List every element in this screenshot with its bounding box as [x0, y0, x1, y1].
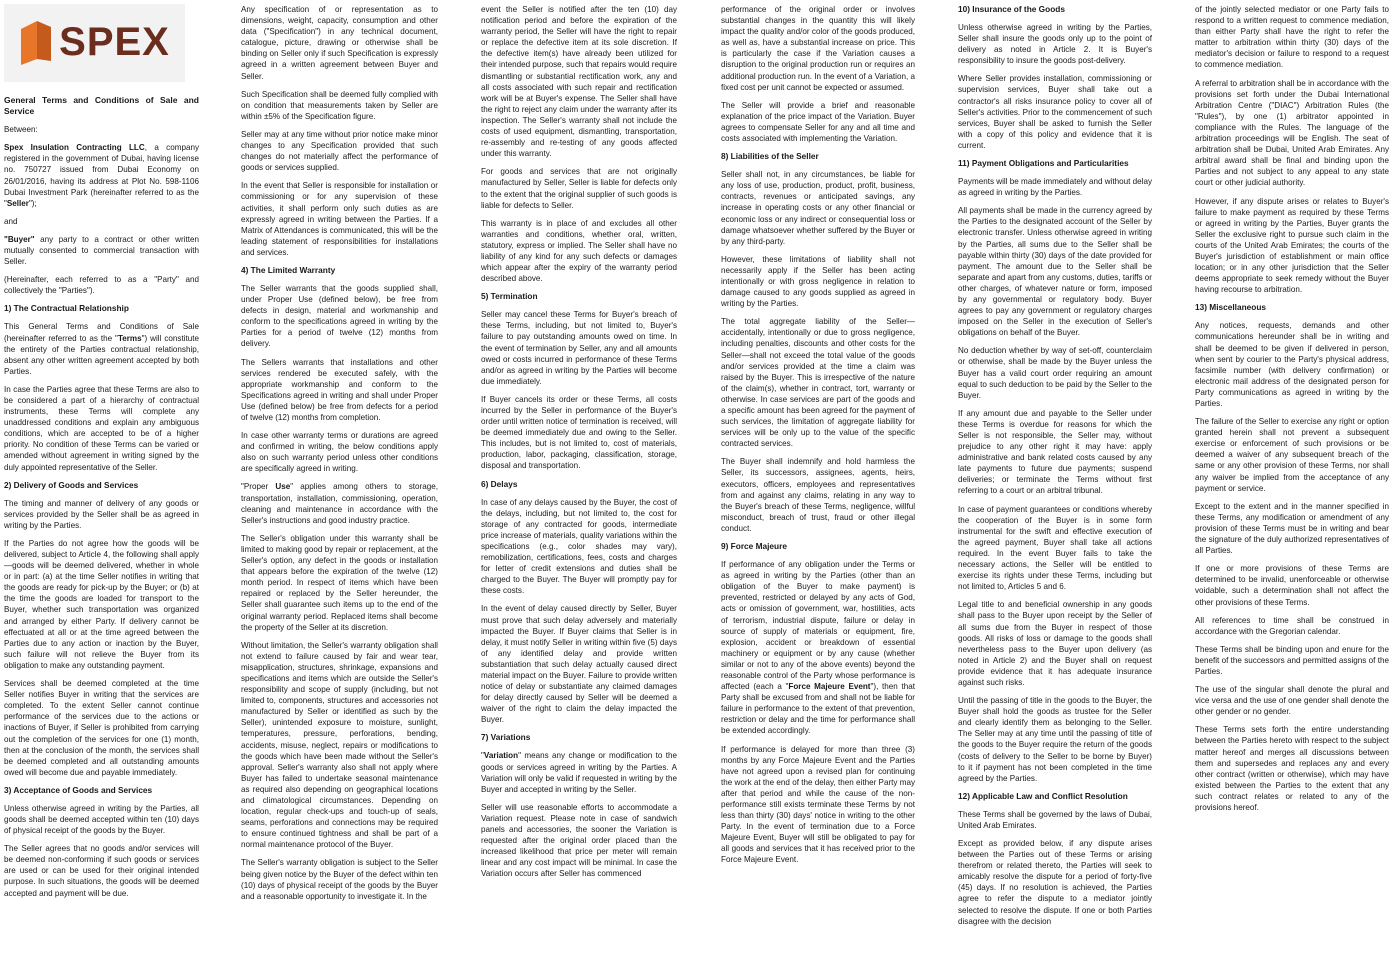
text-span: " applies among others to storage, transportation, installation, commissioning, operation, cleaning and maintenance in accordance with the Seller's instructions and good industry practice.	[241, 482, 438, 525]
force-majeure-term: Force Majeure Event	[788, 682, 871, 692]
paragraph: Legal title to and beneficial ownership in any goods shall pass to the Buyer upon receipt by the Seller of all sums due from the Buyer in respect of those goods. All risks of loss or damage to the goods shall nevertheless pass to the Buyer upon delivery (as noted in Article 2) and the Buyer shall on request provide evidence that it has adequate insurance against such risks.	[958, 600, 1152, 687]
section-heading-13: 13) Miscellaneous	[1195, 302, 1267, 313]
document-title: General Terms and Conditions of Sale and Service	[4, 95, 199, 117]
paragraph: The failure of the Seller to exercise any right or option granted herein shall not prevent a subsequent exercise or enforcement of such provisions or be deemed a waiver of any subsequent breach of the same or any other provision of these Terms, nor shall any waiver be implied from the acceptance of any payment or service.	[1195, 417, 1389, 493]
paragraph: The timing and manner of delivery of any goods or services provided by the Seller shall be as agreed in writing by the Parties.	[4, 498, 199, 530]
use-term: Use	[275, 482, 291, 492]
section-heading-12: 12) Applicable Law and Conflict Resolution	[958, 790, 1128, 801]
paragraph: However, if any dispute arises or relates to Buyer's failure to make payment as required by these Terms or agreed in writing by the Parties, Buyer grants the Seller the exclusive right to pursue such claim in the courts of the United Arab Emirates; the courts of the Buyer's jurisdiction of establishment or main office location; or in any other jurisdiction that the Seller deems appropriate to seek remedy without the Buyer having recourse to arbitration.	[1195, 196, 1389, 295]
paragraph: These Terms shall be governed by the laws of Dubai, United Arab Emirates.	[958, 809, 1152, 830]
column-1	[4, 4, 199, 970]
paragraph: Seller will use reasonable efforts to accommodate a Variation request. Please note in case of sandwich panels and accessories, the sooner the Variation is requested after the original order placed than the increased likelihood that price per meter will remain linear and any cost impact will be minimal. In case the Variation occurs after Seller has commenced	[481, 802, 677, 879]
paragraph: Seller shall not, in any circumstances, be liable for any loss of use, production, product, profit, business, contracts, revenues or anticipated savings, any increase in operating costs or any other financial or economic loss or any indirect or consequential loss or damage whatsoever whether suffered by the Buyer or by any third-party.	[721, 170, 915, 246]
party-seller-paragraph	[4, 142, 199, 209]
paragraph: If one or more provisions of these Terms are determined to be invalid, unenforceable or otherwise voidable, such a determination shall not affect the other provisions of these Terms.	[1195, 564, 1389, 607]
paragraph	[721, 559, 915, 737]
seller-description: , a company registered in the government of Dubai, having license no. 750727 issued from Dubai Economy on 26/01/2016, having its address at Plot No. 598-1106 Dubai Investment Park (hereinafter referred to as the "	[4, 143, 199, 208]
spex-logo-mark-icon	[19, 19, 53, 67]
section-heading-6: 6) Delays	[481, 478, 518, 489]
paragraph: All payments shall be made in the currency agreed by the Parties to the designated account of the Seller by electronic transfer. Unless otherwise agreed in writing by the Parties, all sums due to the Seller shall be payable within thirty (30) days of the date provided for payment. The amount due to the Seller shall be separate and apart from any customs, duties, tariffs or other charges, of whatever nature or form, imposed by any governmental or regulatory body. Buyer agrees to pay any government or regulatory charges imposed on the Seller in the execution of Seller's obligations on behalf of the Buyer.	[958, 206, 1152, 338]
text-span: If performance of any obligation under the Terms or as agreed in writing by the Parties (other than an obligation of the Buyer to make payment) is prevented, restricted or delayed by any acts of God, acts or omission of government, war, hostilities, acts of terrorism, industrial dispute, failure or delay in source of supply of materials or equipment, fire, explosion, accident or breakdown of essential machinery or equipment or by any cause (whether similar or not to any of the above events) beyond the reasonable control of the Party whose performance is affected (each a "	[721, 560, 915, 692]
paragraph: The Seller's warranty obligation is subject to the Seller being given notice by the Buyer of the defect within ten (10) days of physical receipt of the goods by the Buyer and a reasonable opportunity to investigate it. In the	[241, 858, 438, 901]
seller-term: Seller	[6, 198, 29, 208]
paragraph	[481, 750, 677, 794]
paragraph: The total aggregate liability of the Seller—accidentally, intentionally or due to gross negligence, including penalties, discounts and other costs for the Seller—shall not exceed the total value of the goods and/or services provided at the time a claim was raised by the Buyer. This is irrespective of the nature of the claim(s), whether in contract, tort, warranty or otherwise. In case services are part of the goods and a specific amount has been agreed for the payment of such services, the limitation of aggregate liability for services will be only up to the value of the specific contracted services.	[721, 317, 915, 449]
paragraph: No deduction whether by way of set-off, counterclaim or otherwise, shall be made by the Buyer unless the Buyer has a valid court order requiring an amount equal to such deduction to be paid by the Seller to the Buyer.	[958, 346, 1152, 400]
paragraph: Where Seller provides installation, commissioning or supervision services, Buyer shall take out a contractor's all risks insurance policy to cover all of Seller's activities. Prior to the commencement of such services, Buyer shall be asked to furnish the Seller with a copy of this policy and evidence that it is current.	[958, 74, 1152, 150]
section-heading-7: 7) Variations	[481, 732, 531, 743]
paragraph: Any notices, requests, demands and other communications hereunder shall be in writing and shall be deemed to be given if delivered in person, when sent by courier to the Party's physical address, facsimile number (with delivery confirmation) or electronic mail address of the designated person for Party communications as agreed in writing by the Parties.	[1195, 321, 1389, 408]
section-heading-1: 1) The Contractual Relationship	[4, 303, 129, 314]
paragraph: A referral to arbitration shall be in accordance with the provisions set forth under the Dubai International Arbitration Centre ("DIAC") Arbitration Rules (the "Rules"), by one (1) arbitrator appointed in compliance with the Rules. The language of the arbitration proceedings will be English. The seat of arbitration shall be Dubai, United Arab Emirates. Any arbitral award shall be final and binding upon the Parties and not subject to any appeal to any state court or other judicial authority.	[1195, 78, 1389, 188]
paragraph: If the Parties do not agree how the goods will be delivered, subject to Article 4, the following shall apply—goods will be deemed delivered, whether in whole or in part: (a) at the time Seller notifies in writing that the goods are ready for pick-up by the Buyer; or (b) at the time the goods are loaded for transport to the Buyer, whether such transportation was organized and arranged by either Party. If delivery cannot be effectuated at all or at the time agreed between the Parties due to any action or inaction by the Buyer, such failure will not relieve the Buyer from its obligation to make any outstanding payment.	[4, 538, 199, 670]
text-span: "	[481, 751, 484, 761]
paragraph: The Seller will provide a brief and reasonable explanation of the price impact of the Variation. Buyer agrees to compensate Seller for any and all time and costs associated with implementing the Variation.	[721, 100, 915, 144]
section-heading-10: 10) Insurance of the Goods	[958, 4, 1065, 14]
section-heading-3: 3) Acceptance of Goods and Services	[4, 784, 153, 795]
text-span: " means any change or modification to the goods or services agreed in writing by the Parties. A Variation will only be valid if requested in writing by the Buyer and accepted in writing by the Seller.	[481, 751, 677, 794]
paragraph: Unless otherwise agreed in writing by the Parties, all goods shall be deemed accepted within ten (10) days of physical receipt of the goods by the Buyer.	[4, 803, 199, 836]
section-heading-4: 4) The Limited Warranty	[241, 264, 336, 275]
paragraph: If any amount due and payable to the Seller under these Terms is overdue for reasons for which the Seller is not responsible, the Seller may, without prejudice to any other right it may have: apply administrative and bank related costs caused by any late payments to future due payments; suspend deliveries; or terminate the Terms without first referring to a court or an arbitral tribunal.	[958, 408, 1152, 496]
paragraph: In the event that Seller is responsible for installation or commissioning or for any supervision of these activities, it shall perform only such duties as are expressly agreed in writing between the Parties. If a Matrix of Attendances is communicated, this will be the leading statement of responsibilities for installations and services.	[241, 181, 438, 257]
paragraph: For goods and services that are not originally manufactured by Seller, Seller is liable for defects only to the extent that the original supplier of such goods is liable for defects to Seller.	[481, 167, 677, 210]
and-label: and	[4, 216, 18, 226]
seller-company-name: Spex Insulation Contracting LLC	[4, 143, 145, 153]
text-span: "Proper	[241, 482, 276, 492]
paragraph: performance of the original order or involves substantial changes in the quantity this will likely impact the quality and/or color of the goods produced, as well as, have a substantial increase on price. This is particularly the case if the Variation causes a disruption to the original production run or requires an additional production run. In the event of a Variation, a fixed cost per unit cannot be expected or assumed.	[721, 5, 915, 92]
paragraph: Services shall be deemed completed at the time Seller notifies Buyer in writing that the services are completed. To the extent Seller cannot continue performance of the services due to the actions or inactions of Buyer, if Seller is prohibited from carrying out the completion of the services for one (1) month, then at the conclusion of the month, the services shall be deemed completed and all outstanding amounts owed will become due and payable immediately.	[4, 679, 199, 777]
paragraph: Seller may cancel these Terms for Buyer's breach of these Terms, including, but not limited to, Buyer's failure to pay outstanding amounts owed on time. In the event of termination by Seller, any and all amounts owed or costs incurred in performance of these Terms and/or as agreed in writing by the Parties will become due immediately.	[481, 310, 677, 386]
text-span: ") will constitute the entirety of the Parties contractual relationship, absent any other written agreement accepted by both Parties.	[4, 333, 199, 376]
paragraph: Without limitation, the Seller's warranty obligation shall not extend to failure caused by fair and wear tear, misapplication, structures, shrinkage, expansions and specifications and items which are outside the Seller's responsibility and scope of supply (including, but not limited to, components, structures and accessories not manufactured by Seller or identified as such by the Seller), unintended exposure to moisture, sunlight, temperatures, pressure, perforations, bending, accidents, misuse, neglect, repairs or modifications to the goods which have been made without the Seller's approval. Seller's warranty also shall not apply where Buyer has failed to undertake seasonal maintenance as required also depending on geographical locations and climatological circumstances. Depending on location, regular check-ups and touch-up of seals, seams, perforations and connections may be required to ensure continued tightness and shall be part of a normal maintenance protocol of the Buyer.	[241, 640, 438, 850]
paragraph	[241, 481, 438, 525]
company-logo	[4, 4, 185, 82]
paragraph: All references to time shall be construed in accordance with the Gregorian calendar.	[1195, 615, 1389, 636]
column-3	[481, 4, 677, 970]
paragraph: If Buyer cancels its order or these Terms, all costs incurred by the Seller in performance of the Buyer's order until written notice of termination is received, will be deemed immediately due and owing to the Seller. This includes, but is not limited to, cost of materials, production, labor, packaging, classification, storage, disposal and transportation.	[481, 394, 677, 471]
seller-end: ");	[28, 198, 37, 208]
column-6	[1195, 4, 1389, 970]
variation-term: Variation	[483, 751, 519, 761]
paragraph: Except to the extent and in the manner specified in these Terms, any modification or amendment of any provision of these Terms must be in writing and bear the signature of the duly authorized representatives of all Parties.	[1195, 501, 1389, 556]
paragraph: The Sellers warrants that installations and other services rendered be executed safely, with the appropriate workmanship and conform to the Specifications agreed in writing and shall under Proper Use (defined below) be free from defects for a period of twelve (12) months from completion.	[241, 357, 438, 422]
paragraph: The use of the singular shall denote the plural and vice versa and the use of one gender shall denote the other gender or no gender.	[1195, 685, 1389, 717]
text-span: This General Terms and Conditions of Sale (hereinafter referred to as the "	[4, 322, 199, 343]
column-2	[241, 4, 438, 970]
buyer-term: "Buyer"	[4, 234, 35, 244]
parties-definition: (Hereinafter, each referred to as a "Party" and collectively the "Parties").	[4, 275, 199, 296]
paragraph: Any specification of or representation as to dimensions, weight, capacity, consumption and other data ("Specification") in any technical document, catalogue, picture, drawing or otherwise shall be binding on Seller only if such Specification is expressly agreed in a written agreement between Buyer and Seller.	[241, 5, 438, 81]
paragraph: Such Specification shall be deemed fully complied with on condition that measurements taken by Seller are within ±5% of the Specification figure.	[241, 89, 438, 121]
terms-term: Terms	[117, 333, 142, 343]
paragraph: If performance is delayed for more than three (3) months by any Force Majeure Event and the Parties have not agreed upon a revised plan for continuing the work at the end of the delay, then either Party may after that period and while the cause of the non-performance still exists terminate these Terms by not less than thirty (30) days' notice in writing to the other Party. In the event of termination due to a Force Majeure Event, Buyer will still be obligated to pay for all goods and services that it has received prior to the Force Majeure Event.	[721, 744, 915, 865]
paragraph: In case of payment guarantees or conditions whereby the cooperation of the Buyer is in some form instrumental for the swift and effective execution of the agreed payment, Buyer shall take all actions required. In the event Buyer fails to take the necessary actions, the Seller will be entitled to exercise its rights under these Terms, including but not limited to, Articles 5 and 6.	[958, 504, 1152, 592]
section-heading-8: 8) Liabilities of the Seller	[721, 151, 819, 162]
paragraph: Except as provided below, if any dispute arises between the Parties out of these Terms or arising therefrom or related thereto, the Parties will seek to amicably resolve the dispute for a period of forty-five (45) days. If no resolution is achieved, the Parties agree to refer the dispute to a mediator jointly selected to resolve the dispute. If one or both Parties disagree with the decision	[958, 839, 1152, 926]
column-5	[958, 4, 1152, 970]
paragraph: These Terms shall be binding upon and enure for the benefit of the successors and permitted assigns of the Parties.	[1195, 644, 1389, 676]
section-heading-2: 2) Delivery of Goods and Services	[4, 479, 139, 490]
column-4	[721, 4, 915, 970]
paragraph: event the Seller is notified after the ten (10) day notification period and before the expiration of the warranty period, the Seller will have the right to repair or replace the defective item at its sole discretion. If the defective item(s) have already been utilized for their intended purpose, such that repairs would require dismantling or substantial rectification work, any and all costs associated with such repair and rectification work will be at Buyer's expense. The Seller shall have the right to reject any claim under the warranty after its inspection. The Seller's warranty shall not include the costs of used equipment, dismantling, transportation, re-assembly and re-testing of any goods affected under this warranty.	[481, 5, 677, 159]
paragraph: Payments will be made immediately and without delay as agreed in writing by the Parties.	[958, 177, 1152, 198]
paragraph: Seller may at any time without prior notice make minor changes to any Specification provided that such changes do not materially affect the performance of goods or services supplied.	[241, 129, 438, 173]
text-span: "), then that Party shall be excused from and shall not be liable for failure in performance to the extent of that prevention, restriction or delay and the time for performance shall be extended accordingly.	[721, 682, 915, 736]
section-heading-11: 11) Payment Obligations and Particularities	[958, 158, 1129, 169]
paragraph: In case of any delays caused by the Buyer, the cost of the delays, including, but not limited to, the cost for storage of any contracted for goods, intermediate price increase of materials, quality variations within the specifications (e.g., color shades may vary), remobilization, certifications, fees, costs and charges for letter of credit extensions and duties shall be charged to the Buyer. The Buyer will promptly pay for these costs.	[481, 497, 677, 596]
section-heading-9: 9) Force Majeure	[721, 541, 787, 552]
paragraph	[4, 321, 199, 376]
party-buyer-paragraph	[4, 234, 199, 267]
paragraph: In the event of delay caused directly by Seller, Buyer must prove that such delay adversely and materially impacted the Buyer. If Buyer claims that Seller is in delay, it must notify Seller in writing within five (5) days of any identified delay and provide written substantiation that such delay actually caused direct material impact on the Buyer. Failure to provide written notice of delay or substantiate any claimed damages for delay directly caused by Seller will be deemed a waiver of the right to claim the delay impacted the Buyer.	[481, 604, 677, 725]
paragraph: In case the Parties agree that these Terms are also to be considered a part of a hierarchy of contractual instruments, these Terms will complete any unaddressed conditions and explain any ambiguous conditions, which are accepted to be of a higher priority. No condition of these Terms can be varied or amended without agreement in writing signed by the duly appointed representative of the Seller.	[4, 384, 199, 472]
paragraph: Until the passing of title in the goods to the Buyer, the Buyer shall hold the goods as trustee for the Seller and clearly identify them as belonging to the Seller. The Seller may at any time until the passing of title of the goods to the Buyer require the return of the goods (costs of delivery to the Seller to be borne by Buyer) to it if payment has not been completed in the time agreed by the Parties.	[958, 696, 1152, 783]
paragraph: of the jointly selected mediator or one Party fails to respond to a written request to commence mediation, than either Party shall have the right to refer the matter to arbitration within thirty (30) days of the mediator's decision or failure to respond to a request to commence mediation.	[1195, 5, 1389, 70]
paragraph: These Terms sets forth the entire understanding between the Parties hereto with respect to the subject matter hereof and merges all discussions between them and supersedes and replaces any and every other contract (written or otherwise), which may have existed between the Parties to the extent that any such contract relates or related to any of the provisions hereof.	[1195, 725, 1389, 812]
paragraph: The Seller agrees that no goods and/or services will be deemed non-conforming if such goods or services are used or can be used for their original intended purpose. In such situations, the goods will be deemed accepted and payment will be due.	[4, 844, 199, 898]
paragraph: In case other warranty terms or durations are agreed and confirmed in writing, the below conditions apply also on such warranty period unless other conditions are specifically agreed in writing.	[241, 431, 438, 474]
section-heading-5: 5) Termination	[481, 291, 538, 302]
paragraph: The Seller warrants that the goods supplied shall, under Proper Use (defined below), be free from defects in design, material and workmanship and conform to the specifications agreed in writing by the Parties for a period of twelve (12) months from delivery.	[241, 283, 438, 349]
paragraph: The Buyer shall indemnify and hold harmless the Seller, its successors, assignees, agents, heirs, executors, officers, employees and representatives from and against any claims, relating in any way to the Buyer's breach of these Terms, negligence, willful misconduct, breach of trust, fraud or other illegal conduct.	[721, 457, 915, 533]
between-label: Between:	[4, 125, 38, 135]
paragraph: This warranty is in place of and excludes all other warranties and conditions, whether oral, written, statutory, express or implied. The Seller shall have no liability of any kind for any such defects or damages which appear after the expiry of the warranty period described above.	[481, 218, 677, 284]
buyer-description: any party to a contract or other written mutually consented to commercial transaction with Seller.	[4, 234, 199, 267]
paragraph: However, these limitations of liability shall not necessarily apply if the Seller has been acting intentionally or with gross negligence in relation to damage caused to any goods supplied as agreed in writing by the Parties.	[721, 254, 915, 309]
paragraph: Unless otherwise agreed in writing by the Parties, Seller shall insure the goods only up to the point of delivery as noted in Article 2. It is Buyer's responsibility to insure the goods post-delivery.	[958, 23, 1152, 66]
paragraph: The Seller's obligation under this warranty shall be limited to making good by repair or replacement, at the Seller's option, any defect in the goods or installation that appears before the expiration of the twelve (12) month period. In respect of items which have been repaired or replaced by the Seller hereunder, the Seller shall guarantee such items up to the end of the original warranty period. Replaced items shall become the property of the Seller at its discretion.	[241, 533, 438, 632]
logo-text: SPEX	[59, 20, 170, 65]
